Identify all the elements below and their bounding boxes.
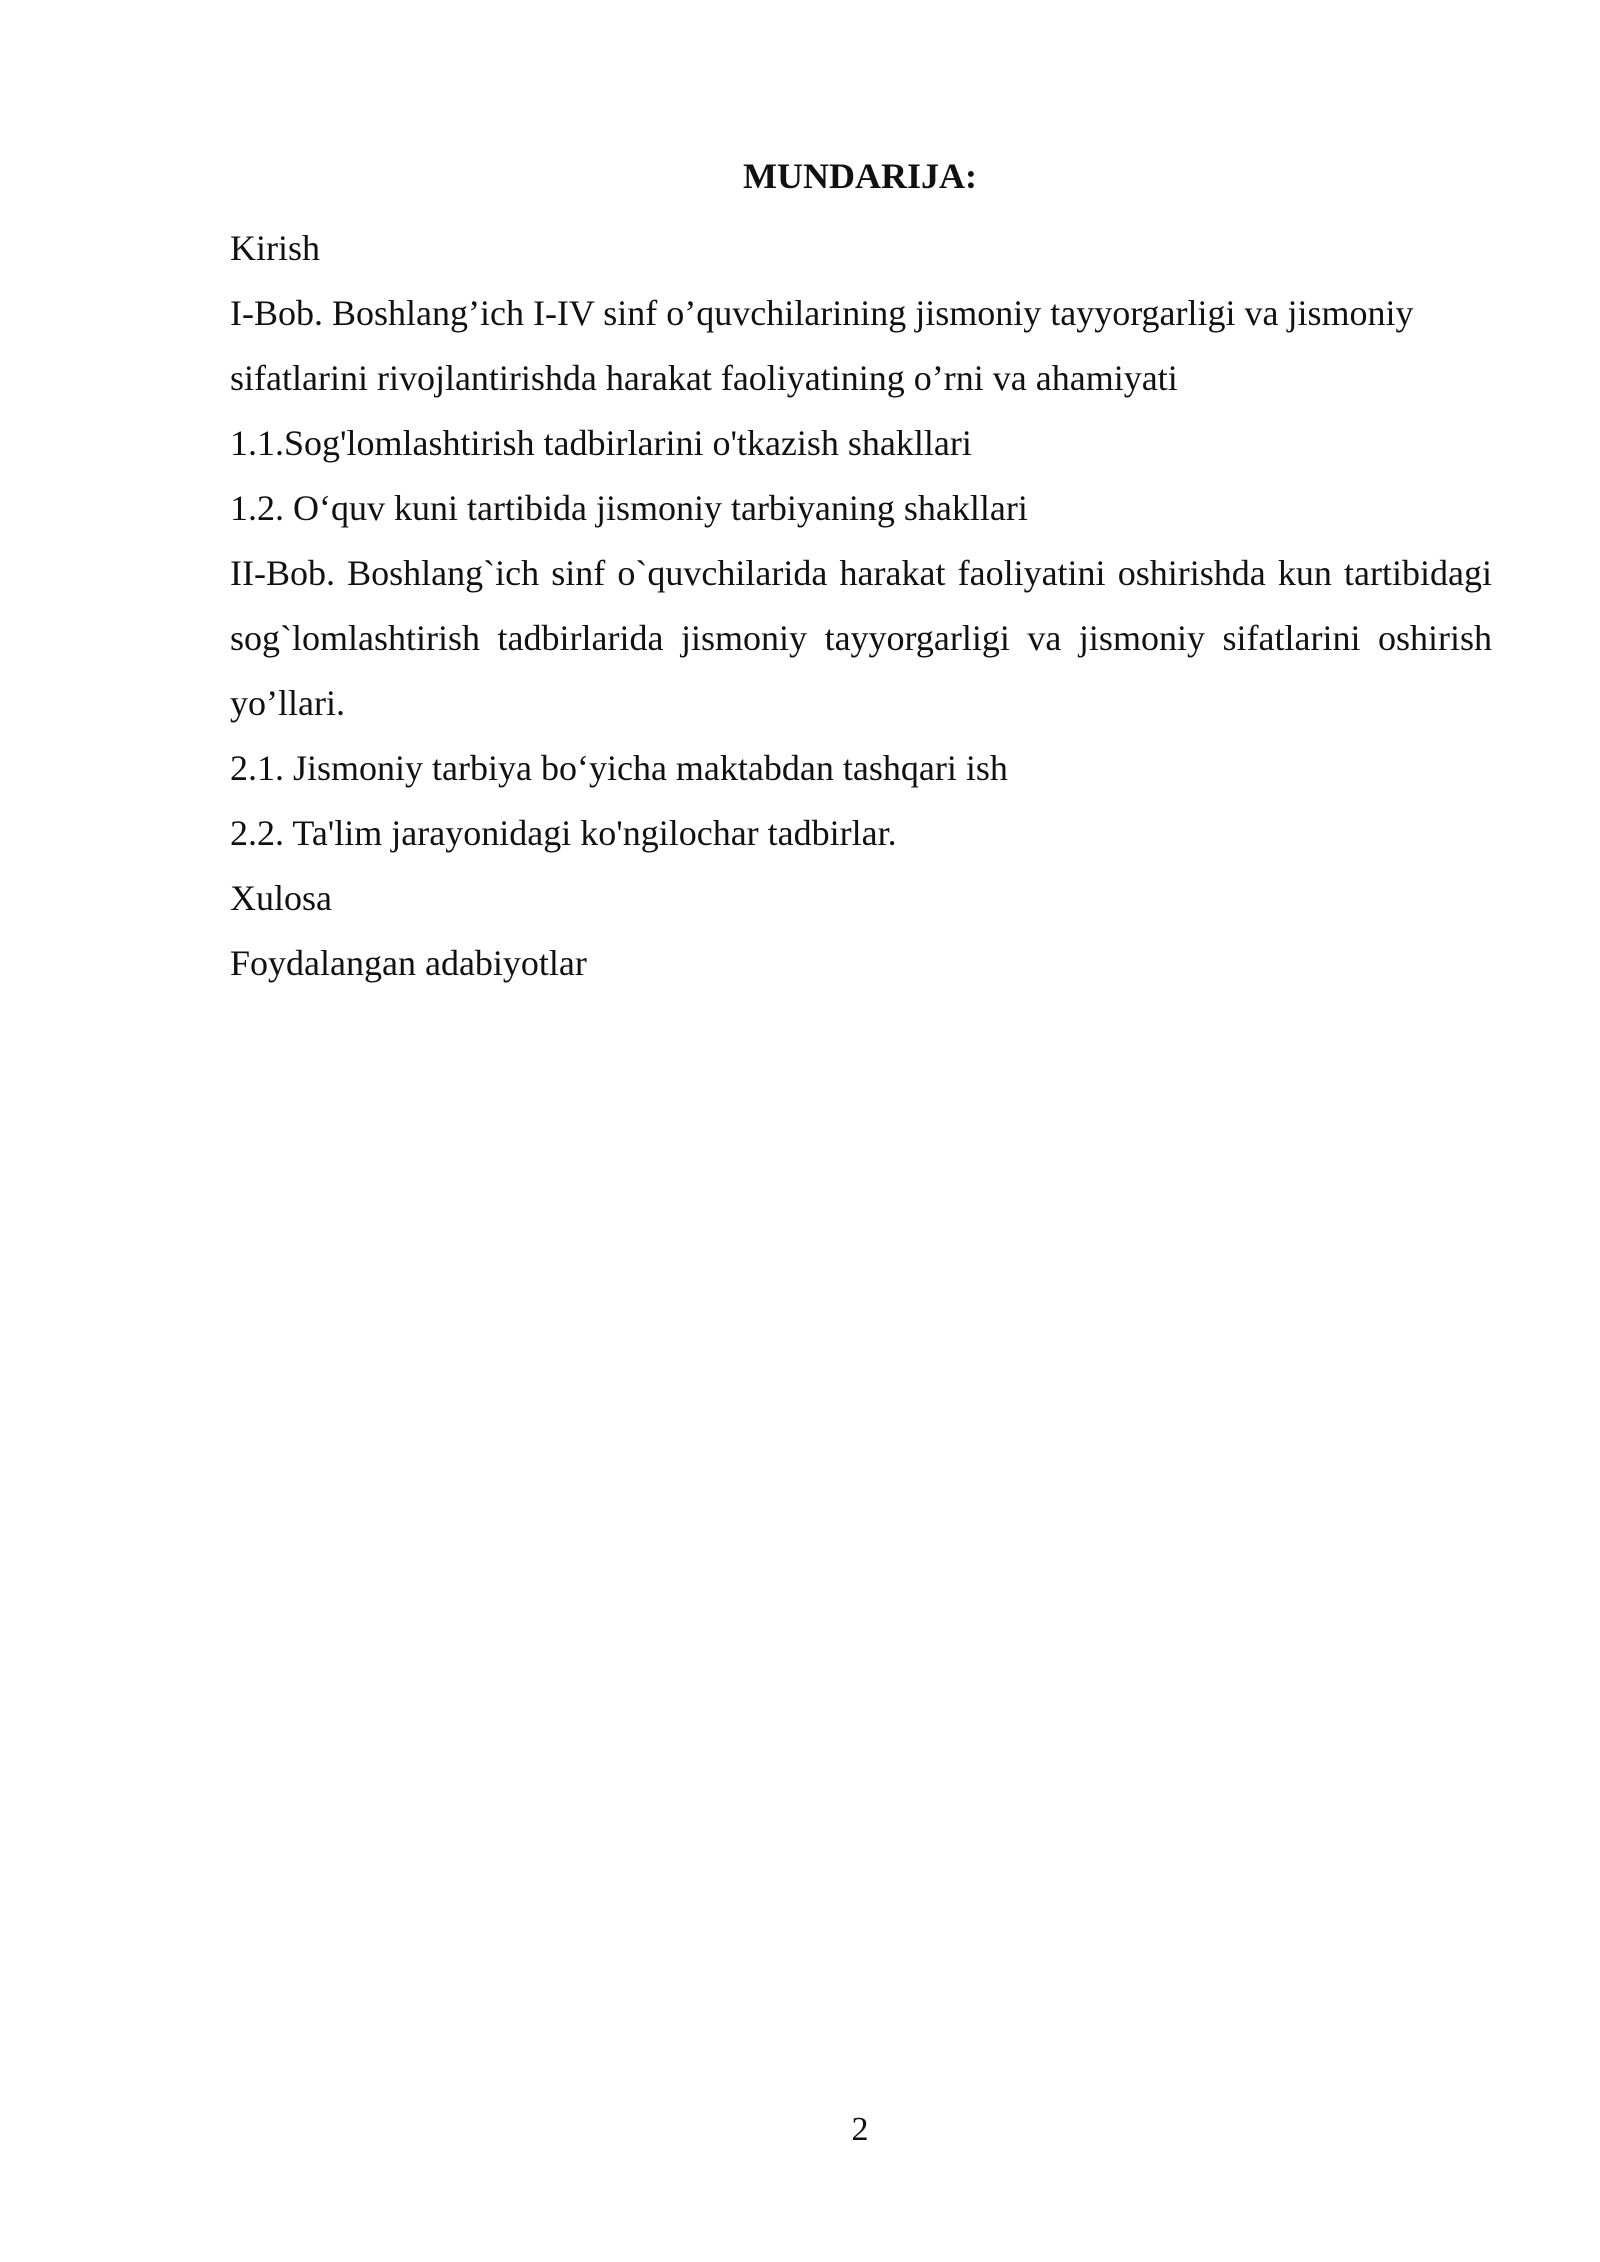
table-of-contents (230, 216, 1492, 996)
page-number: 2 (851, 2111, 869, 2148)
toc-entry-section-1-2: 1.2. O‘quv kuni tartibida jismoniy tarbiyaning shakllari (230, 488, 1028, 528)
toc-entry-references: Foydalangan adabiyotlar (230, 943, 587, 983)
toc-entry-chapter-2: II-Bob. Boshlang`ich sinf o`quvchilarida harakat faoliyatini oshirishda kun tartibidagi sog`lomlashtirish tadbirlarida jismoniy tayyorgarligi va jismoniy sifatlarini oshirish yo’llari. (230, 553, 1492, 723)
toc-entry-section-2-2: 2.2. Ta'lim jarayonidagi ko'ngilochar tadbirlar. (230, 813, 897, 853)
toc-entry-conclusion: Xulosa (230, 878, 332, 918)
toc-heading: MUNDARIJA: (743, 156, 977, 196)
toc-entry-chapter-1: I-Bob. Boshlang’ich I-IV sinf o’quvchilarining jismoniy tayyorgarligi va jismoniy sifatlarini rivojlantirishda harakat faoliyatining o’rni va ahamiyati (230, 293, 1414, 398)
toc-entry-section-2-1: 2.1. Jismoniy tarbiya bo‘yicha maktabdan tashqari ish (230, 748, 1008, 788)
toc-entry-section-1-1: 1.1.Sog'lomlashtirish tadbirlarini o'tkazish shakllari (230, 423, 972, 463)
toc-entry-introduction: Kirish (230, 228, 320, 268)
